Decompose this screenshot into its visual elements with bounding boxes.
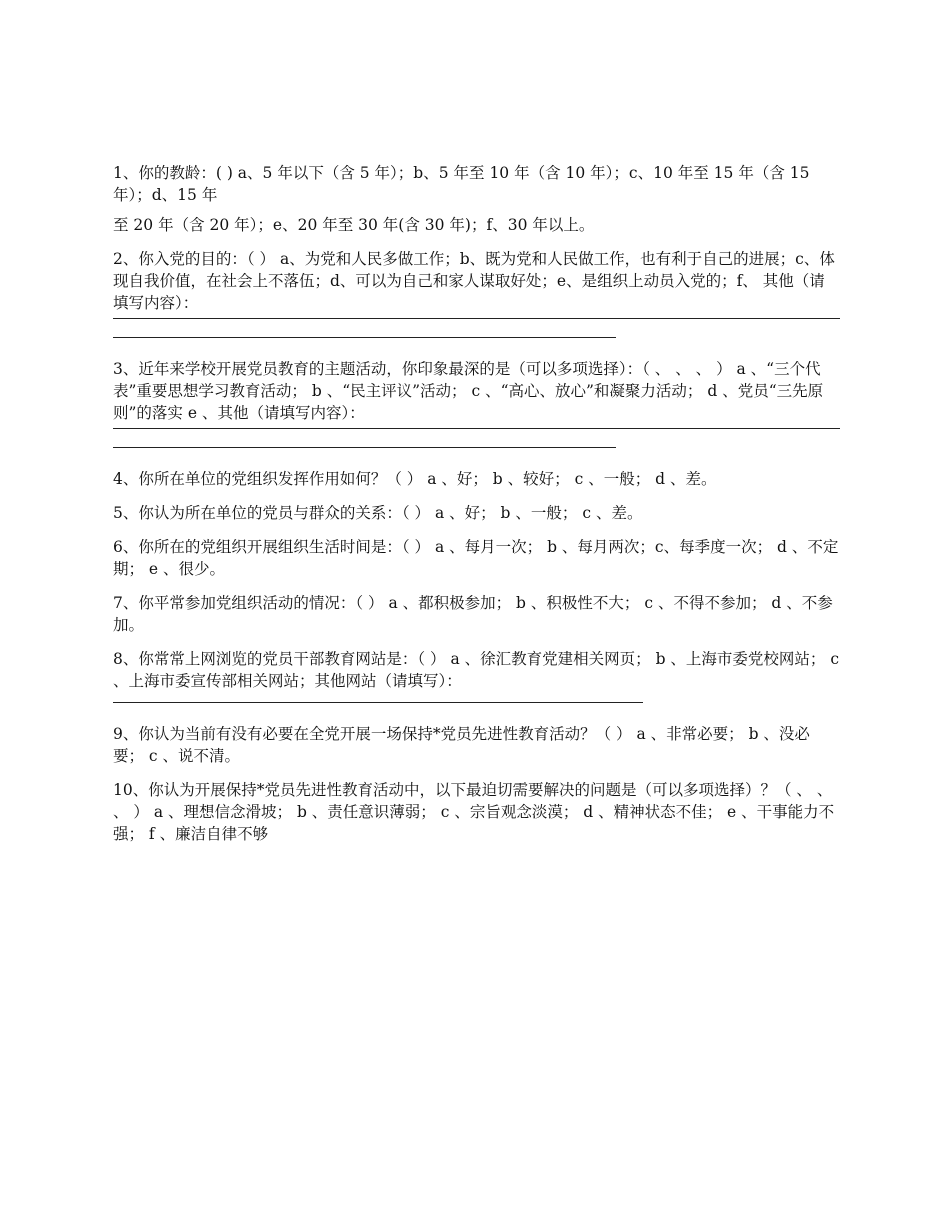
question-1 [113, 162, 840, 206]
question-10-text: 10、你认为开展保持*党员先进性教育活动中，以下最迫切需要解决的问题是（可以多项选择）？（ 、 、 、 ） a 、理想信念滑坡； b 、责任意识薄弱； c 、宗旨观念淡漠； d 、精神状态不佳； e 、干事能力不强； f 、廉洁自律不够 [113, 781, 835, 843]
question-5-text: 5、你认为所在单位的党员与群众的关系：（ ） a 、好； b 、一般； c 、差。 [113, 504, 643, 522]
question-2 [113, 248, 840, 338]
question-9 [113, 723, 840, 767]
question-4 [113, 468, 840, 490]
question-1-continuation [113, 214, 840, 236]
question-4-text: 4、你所在单位的党组织发挥作用如何？（ ） a 、好； b 、较好； c 、一般； d 、差。 [113, 470, 717, 488]
question-10 [113, 779, 840, 845]
question-9-text: 9、你认为当前有没有必要在全党开展一场保持*党员先进性教育活动？（ ） a 、非常必要； b 、没必要； c 、说不清。 [113, 725, 810, 765]
questionnaire-document [113, 162, 840, 857]
question-5 [113, 502, 840, 524]
question-3 [113, 358, 840, 448]
answer-blank-line[interactable] [113, 318, 840, 319]
question-7 [113, 592, 840, 636]
question-3-text: 3、近年来学校开展党员教育的主题活动，你印象最深的是（可以多项选择）：（ 、 、 、 ） a 、“三个代表”重要思想学习教育活动； b 、“民主评议”活动； c 、“高心、放心”和凝聚力活动； d 、党员“三先原则”的落实 e 、其他（请填写内容）： [113, 360, 824, 422]
question-1-continuation-text: 至 20 年（含 20 年）；e、20 年至 30 年(含 30 年)；f、30 年以上。 [113, 216, 595, 234]
question-8-text: 8、你常常上网浏览的党员干部教育网站是：（ ） a 、徐汇教育党建相关网页； b 、上海市委党校网站； c 、上海市委宣传部相关网站；其他网站（请填写）： [113, 650, 840, 690]
spacer [113, 448, 840, 468]
spacer [113, 703, 840, 723]
spacer [113, 338, 840, 358]
question-6 [113, 536, 840, 580]
answer-blank-line[interactable] [113, 428, 840, 429]
question-2-text: 2、你入党的目的：（ ） a、为党和人民多做工作；b、既为党和人民做工作，也有利于自己的进展；c、体现自我价值，在社会上不落伍；d、可以为自己和家人谋取好处；e、是组织上动员入党的；f、 其他（请填写内容）： [113, 250, 835, 312]
question-8 [113, 648, 840, 703]
question-6-text: 6、你所在的党组织开展组织生活时间是：（ ） a 、每月一次； b 、每月两次；c、每季度一次； d 、不定期； e 、很少。 [113, 538, 839, 578]
question-1-text: 1、你的教龄：( ) a、5 年以下（含 5 年）；b、5 年至 10 年（含 10 年）；c、10 年至 15 年（含 15 年）；d、15 年 [113, 164, 810, 204]
question-7-text: 7、你平常参加党组织活动的情况：（ ） a 、都积极参加； b 、积极性不大； c 、不得不参加； d 、不参加。 [113, 594, 833, 634]
